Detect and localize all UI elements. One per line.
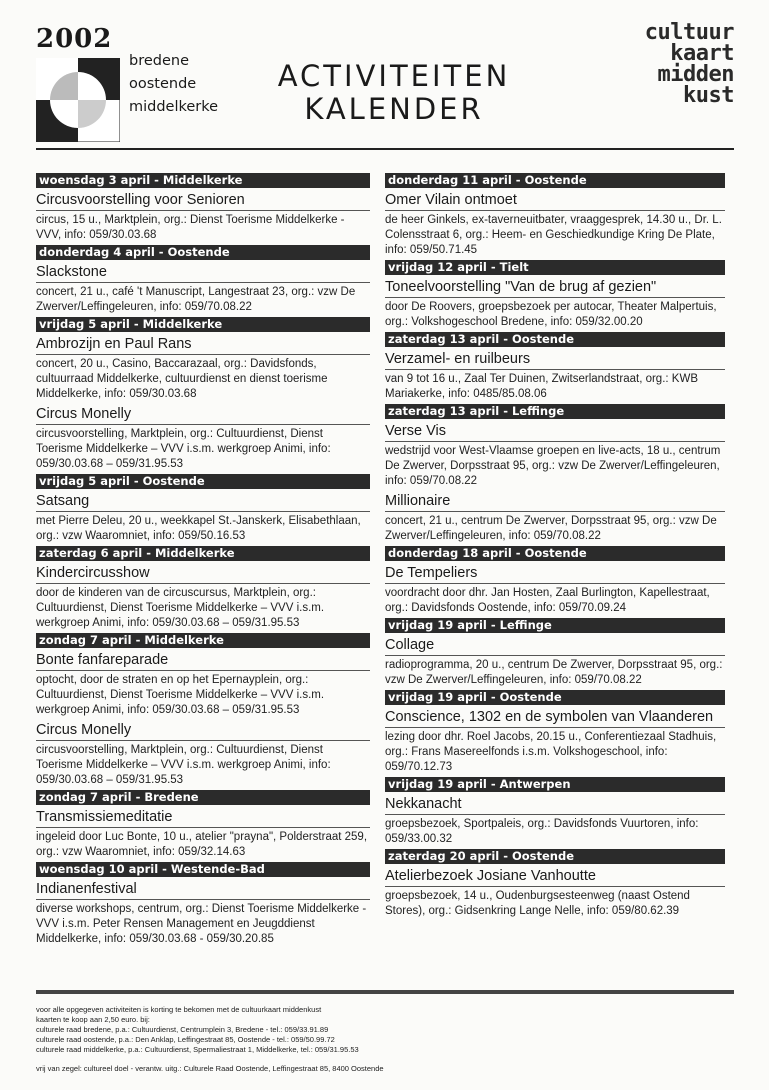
event-description: door De Roovers, groepsbezoek per autocar, Theater Malpertuis, org.: Volkshogeschool Bredene, info: 059/32.00.20 [385,301,717,328]
event-title: Conscience, 1302 en de symbolen van Vlaanderen [385,708,725,728]
day-header: woensdag 3 april - Middelkerke [36,173,370,188]
event-description: radioprogramma, 20 u., centrum De Zwerver, Dorpsstraat 95, org.: vzw De Zwerver/Leffingeleuren, info: 059/70.08.22 [385,659,723,686]
day-header: zondag 7 april - Bredene [36,790,370,805]
day-header: vrijdag 12 april - Tielt [385,260,725,275]
event-description: door de kinderen van de circuscursus, Marktplein, org.: Cultuurdienst, Dienst Toerisme Middelkerke – VVV i.s.m. werkgroep Animi, info: 059/30.03.68 – 059/31.95.53 [36,587,325,629]
town-name: bredene [129,53,190,69]
year: 2002 [36,24,113,54]
publisher-line: vrij van zegel: cultureel doel - verantw. uitg.: Culturele Raad Oostende, Leffingestraat 85, 8400 Oostende [36,1064,384,1073]
event-description: circusvoorstelling, Marktplein, org.: Cultuurdienst, Dienst Toerisme Middelkerke – VVV i.s.m. werkgroep Animi, info: 059/30.03.68 – 059/31.95.53 [36,744,331,786]
day-header: vrijdag 19 april - Antwerpen [385,777,725,792]
day-header: donderdag 18 april - Oostende [385,546,725,561]
day-header: zaterdag 6 april - Middelkerke [36,546,370,561]
event-title: Slackstone [36,263,370,283]
footer-divider [36,990,734,994]
day-header: zaterdag 13 april - Oostende [385,332,725,347]
day-header: zaterdag 13 april - Leffinge [385,404,725,419]
event-description: met Pierre Deleu, 20 u., weekkapel St.-Janskerk, Elisabethlaan, org.: vzw Waaromniet, info: 059/50.16.53 [36,515,361,542]
cultuurkaart-word: cultuur [644,20,734,45]
event-title: Atelierbezoek Josiane Vanhoutte [385,867,725,887]
title-line: ACTIVITEITEN [277,59,511,93]
event-title: Transmissiemeditatie [36,808,370,828]
event-description: optocht, door de straten en op het Epernayplein, org.: Cultuurdienst, Dienst Toerisme Middelkerke – VVV i.s.m. werkgroep Animi, info: 059/30.03.68 – 059/31.95.53 [36,674,325,716]
title-line: KALENDER [304,92,484,126]
event-description: groepsbezoek, Sportpaleis, org.: Davidsfonds Vuurtoren, info: 059/33.00.32 [385,818,699,845]
event-description: voordracht door dhr. Jan Hosten, Zaal Burlington, Kapellestraat, org.: Davidsfonds Oostende, info: 059/70.09.24 [385,587,710,614]
day-header: woensdag 10 april - Westende-Bad [36,862,370,877]
day-header: zondag 7 april - Middelkerke [36,633,370,648]
event-description: lezing door dhr. Roel Jacobs, 20.15 u., Conferentiezaal Stadhuis, org.: Frans Masereelfonds i.s.m. Volkshogeschool, info: 059/70.12.73 [385,731,717,773]
page-header [0,0,769,158]
event-title: Millionaire [385,492,725,512]
event-description: concert, 21 u., café 't Manuscript, Langestraat 23, org.: vzw De Zwerver/Leffingeleuren, info: 059/70.08.22 [36,286,356,313]
event-description: groepsbezoek, 14 u., Oudenburgsesteenweg (naast Ostend Stores), org.: Gidsenkring Lange Nelle, info: 059/80.62.39 [385,890,690,917]
event-title: Verse Vis [385,422,725,442]
day-header: vrijdag 5 april - Oostende [36,474,370,489]
event-description: ingeleid door Luc Bonte, 10 u., atelier "prayna", Polderstraat 259, org.: vzw Waaromniet, info: 059/32.14.63 [36,831,368,858]
right-column [385,171,725,920]
event-title: Nekkanacht [385,795,725,815]
footer-line: kaarten te koop aan 2,50 euro. bij: [36,1015,150,1024]
town-list [129,50,218,119]
event-description: diverse workshops, centrum, org.: Dienst Toerisme Middelkerke - VVV i.s.m. Peter Rensen Management en Jeugddienst Middelkerke, info: 059/30.03.68 - 059/30.20.85 [36,903,367,945]
page-title [244,60,544,126]
town-name: middelkerke [129,99,219,115]
event-title: Collage [385,636,725,656]
footer-line: culturele raad oostende, p.a.: Den Anklap, Leffingestraat 85, Oostende - tel.: 059/50.99.72 [36,1035,335,1044]
event-title: Circus Monelly [36,721,370,741]
event-title: Circus Monelly [36,405,370,425]
cultuurkaart-word: kaart [670,41,734,66]
day-header: donderdag 11 april - Oostende [385,173,725,188]
cultuurkaart-word: kust [683,83,734,108]
event-title: Toneelvoorstelling "Van de brug af gezien" [385,278,725,298]
cultuurkaart-word: midden [657,62,734,87]
event-description: wedstrijd voor West-Vlaamse groepen en live-acts, 18 u., centrum De Zwerver, Dorpsstraat 95, org.: vzw De Zwerver/Leffingeleuren, info: 059/70.08.22 [385,445,721,487]
footer-line: culturele raad bredene, p.a.: Cultuurdienst, Centrumplein 3, Bredene - tel.: 059/33.91.89 [36,1025,329,1034]
event-title: Ambrozijn en Paul Rans [36,335,370,355]
header-divider [36,148,734,150]
day-header: vrijdag 5 april - Middelkerke [36,317,370,332]
event-title: Verzamel- en ruilbeurs [385,350,725,370]
event-description: concert, 21 u., centrum De Zwerver, Dorpsstraat 95, org.: vzw De Zwerver/Leffingeleuren, info: 059/70.08.22 [385,515,717,542]
day-header: donderdag 4 april - Oostende [36,245,370,260]
event-title: Satsang [36,492,370,512]
event-description: van 9 tot 16 u., Zaal Ter Duinen, Zwitserlandstraat, org.: KWB Mariakerke, info: 0485/85.08.06 [385,373,698,400]
left-column [36,171,370,948]
event-title: Bonte fanfareparade [36,651,370,671]
cultuurkaart-logo [586,22,734,106]
event-title: Kindercircusshow [36,564,370,584]
footer-info [36,1005,359,1055]
town-name: oostende [129,76,197,92]
footer-line: voor alle opgegeven activiteiten is korting te bekomen met de cultuurkaart middenkust [36,1005,322,1014]
event-title: Circusvoorstelling voor Senioren [36,191,370,211]
event-description: circus, 15 u., Marktplein, org.: Dienst Toerisme Middelkerke - VVV, info: 059/30.03.68 [36,214,345,241]
event-title: Indianenfestival [36,880,370,900]
day-header: vrijdag 19 april - Leffinge [385,618,725,633]
footer-line: culturele raad middelkerke, p.a.: Cultuurdienst, Spermaliestraat 1, Middelkerke, tel.: 059/31.95.53 [36,1045,359,1054]
event-title: De Tempeliers [385,564,725,584]
logo-icon [36,58,120,142]
day-header: vrijdag 19 april - Oostende [385,690,725,705]
event-description: circusvoorstelling, Marktplein, org.: Cultuurdienst, Dienst Toerisme Middelkerke – VVV i.s.m. werkgroep Animi, info: 059/30.03.68 – 059/31.95.53 [36,428,331,470]
event-title: Omer Vilain ontmoet [385,191,725,211]
event-description: concert, 20 u., Casino, Baccarazaal, org.: Davidsfonds, cultuurraad Middelkerke, cultuurdienst en dienst toerisme Middelkerke, info: 059/30.03.68 [36,358,328,400]
day-header: zaterdag 20 april - Oostende [385,849,725,864]
event-description: de heer Ginkels, ex-taverneuitbater, vraaggesprek, 14.30 u., Dr. L. Colensstraat 6, org.: Heem- en Geschiedkundige Kring De Plate, info: 059/50.71.45 [385,214,722,256]
